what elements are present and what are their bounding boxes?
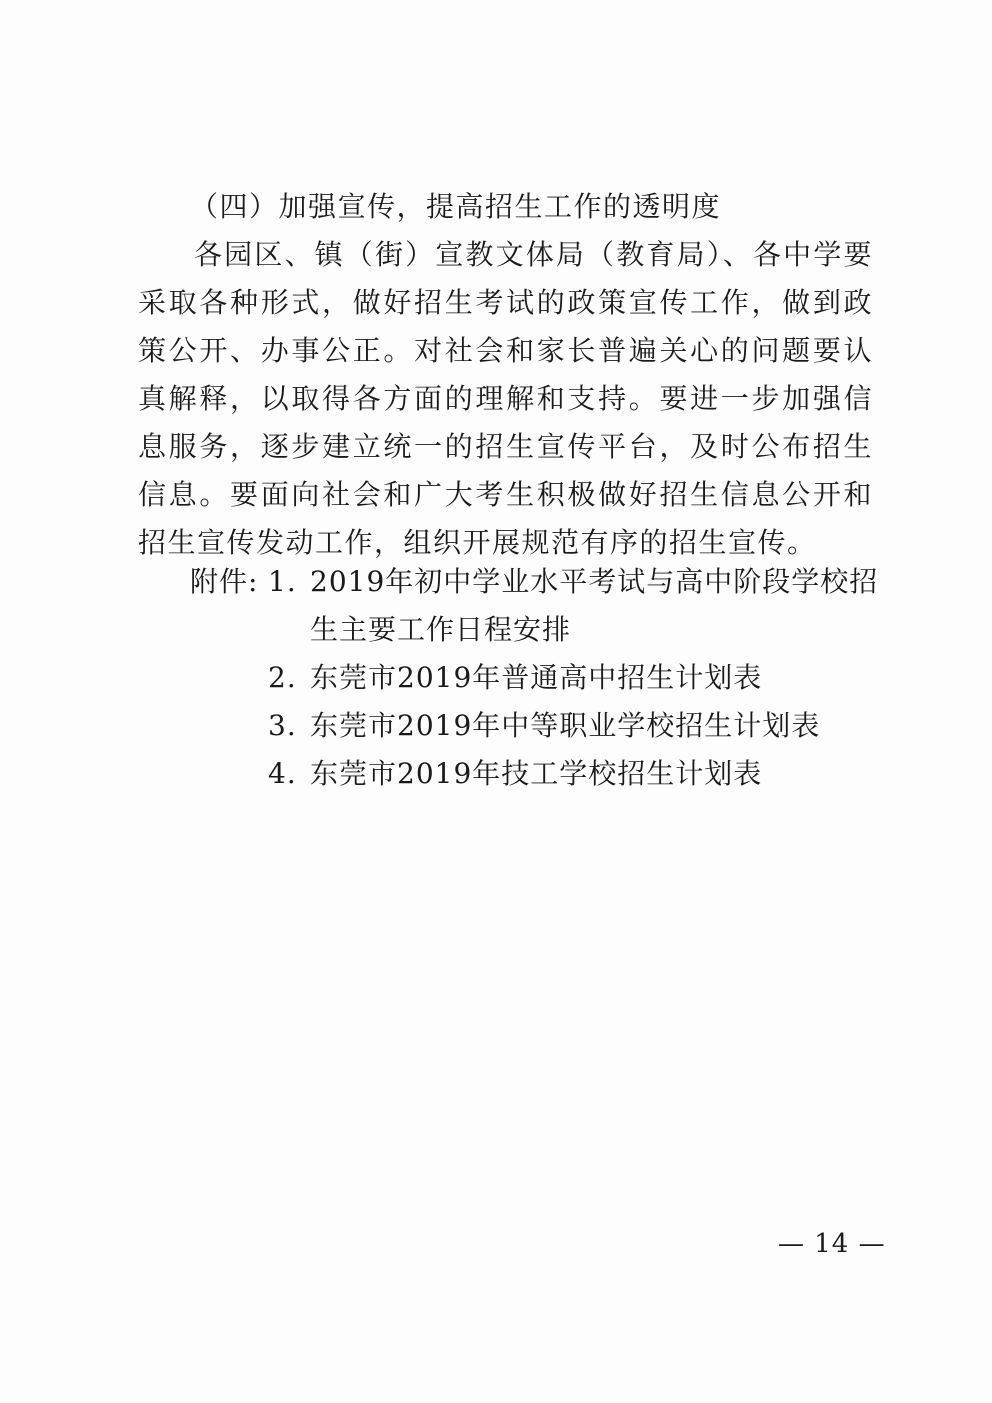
attachment-number: 3.: [268, 709, 297, 742]
attachment-title: 东莞市2019年普通高中招生计划表: [310, 661, 763, 694]
attachment-number: 1.: [268, 565, 297, 598]
attachment-title: 东莞市2019年中等职业学校招生计划表: [310, 709, 821, 742]
attachment-item: [190, 702, 880, 750]
attachment-number: 4.: [268, 757, 297, 790]
attachments-label: 附件:: [190, 565, 259, 598]
attachment-number: 2.: [268, 661, 297, 694]
section-heading: （四）加强宣传，提高招生工作的透明度: [190, 190, 722, 223]
attachment-item: [190, 750, 880, 798]
attachment-item: [190, 654, 880, 702]
attachment-item: [190, 558, 880, 654]
attachments-list: [190, 558, 880, 798]
attachment-title: 2019年初中学业水平考试与高中阶段学校招生主要工作日程安排: [310, 565, 879, 646]
attachment-title: 东莞市2019年技工学校招生计划表: [310, 757, 763, 790]
page-number: — 14 —: [778, 1229, 886, 1259]
body-paragraph: 各园区、镇（街）宣教文体局（教育局）、各中学要采取各种形式，做好招生考试的政策宣传工作，做到政策公开、办事公正。对社会和家长普遍关心的问题要认真解释，以取得各方面的理解和支持。要进一步加强信息服务，逐步建立统一的招生宣传平台，及时公布招生信息。要面向社会和广大考生积极做好招生信息公开和招生宣传发动工作，组织开展规范有序的招生宣传。: [138, 238, 873, 559]
